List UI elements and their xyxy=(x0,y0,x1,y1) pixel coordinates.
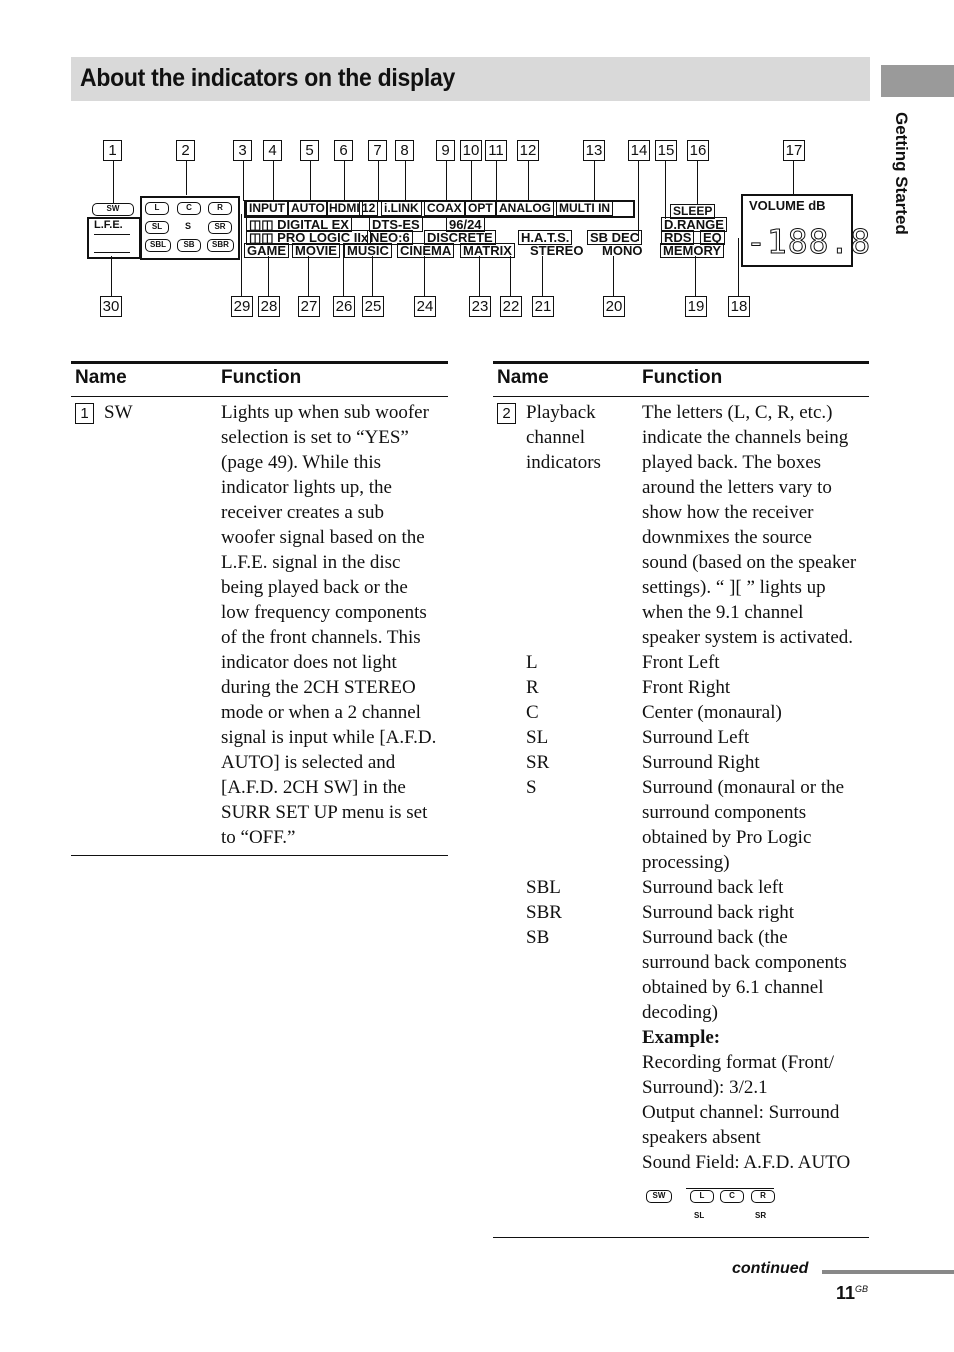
function-line: Lights up when sub woofer xyxy=(221,402,429,423)
callout-18: 18 xyxy=(728,296,750,317)
name-line: channel xyxy=(526,427,586,448)
continued-bar xyxy=(822,1270,954,1274)
example-line: Recording format (Front/ xyxy=(642,1052,835,1073)
callout-28: 28 xyxy=(258,296,280,317)
opt-indicator: OPT xyxy=(465,201,496,216)
callout-21: 21 xyxy=(532,296,554,317)
lfe-label: L.F.E. xyxy=(94,219,123,231)
callout-15: 15 xyxy=(655,140,677,161)
lfe-bars xyxy=(94,234,130,253)
function-line: [A.F.D. 2CH SW] in the xyxy=(221,777,406,798)
page-title: About the indicators on the display xyxy=(80,64,455,92)
function-line: indicator lights up, the xyxy=(221,477,392,498)
channel-function xyxy=(642,900,872,925)
row-name xyxy=(526,400,601,475)
function-line: during the 2CH STEREO xyxy=(221,677,416,698)
function-line: Surround back (the xyxy=(642,927,788,948)
callout-10: 10 xyxy=(460,140,482,161)
table-header-name: Name xyxy=(75,367,127,388)
leader-line xyxy=(243,161,244,201)
channel-function xyxy=(642,775,872,875)
sleep-indicator: SLEEP xyxy=(670,204,715,219)
table-header-name: Name xyxy=(497,367,549,388)
leader-line xyxy=(424,256,425,296)
row-name: SW xyxy=(104,402,133,423)
function-line: mode or when a 2 channel xyxy=(221,702,421,723)
channel-name: SL xyxy=(526,727,549,748)
channel-function xyxy=(642,875,872,900)
function-line: settings). “ ][ ” lights up xyxy=(642,577,826,598)
function-line: Surround (monaural or the xyxy=(642,777,845,798)
channel-sbl: SBL xyxy=(145,239,171,252)
example-sw-icon: SW xyxy=(646,1190,672,1203)
rds-indicator: RDS xyxy=(661,230,694,245)
mono-indicator: MONO xyxy=(602,243,643,258)
page-number-value: 11 xyxy=(836,1283,856,1303)
callout-17: 17 xyxy=(783,140,805,161)
callout-29: 29 xyxy=(231,296,253,317)
example-r-icon: R xyxy=(751,1190,775,1203)
leader-line xyxy=(186,161,187,195)
callout-2: 2 xyxy=(176,140,195,161)
d-range-indicator: D.RANGE xyxy=(661,217,727,232)
function-line: selection is set to “YES” xyxy=(221,427,409,448)
function-line: obtained by 6.1 channel xyxy=(642,977,824,998)
channel-function xyxy=(642,925,872,1025)
side-section-label: Getting Started xyxy=(892,112,911,235)
example-line: Sound Field: A.F.D. AUTO xyxy=(642,1152,851,1173)
leader-line xyxy=(268,256,269,296)
function-line: sound (based on the speaker xyxy=(642,552,857,573)
function-line: Front Right xyxy=(642,677,731,698)
function-line: to “OFF.” xyxy=(221,827,296,848)
page-suffix: GB xyxy=(855,1284,869,1294)
callout-1: 1 xyxy=(103,140,122,161)
function-line: SURR SET UP menu is set xyxy=(221,802,428,823)
sw-indicator: SW xyxy=(92,203,134,216)
function-line: surround back components xyxy=(642,952,847,973)
callout-11: 11 xyxy=(485,140,507,161)
leader-line xyxy=(594,161,595,201)
row-number: 2 xyxy=(497,403,516,424)
leader-line xyxy=(471,161,472,201)
table-header-rule xyxy=(71,396,448,397)
volume-label: VOLUME dB xyxy=(749,198,826,213)
analog-indicator: ANALOG xyxy=(496,201,554,216)
function-line: decoding) xyxy=(642,1002,718,1023)
leader-line xyxy=(241,214,242,296)
movie-indicator: MOVIE xyxy=(292,243,340,258)
matrix-indicator: MATRIX xyxy=(460,243,515,258)
memory-indicator: MEMORY xyxy=(660,243,724,258)
channel-name: R xyxy=(526,677,539,698)
example-c-icon: C xyxy=(720,1190,744,1203)
channel-sr: SR xyxy=(208,221,232,234)
function-line: of the front channels. This xyxy=(221,627,421,648)
leader-line xyxy=(542,256,543,296)
leader-line xyxy=(496,161,497,201)
hdmi-12-indicator: 12 xyxy=(359,201,378,216)
hats-indicator: H.A.T.S. xyxy=(518,230,572,245)
page-number xyxy=(836,1283,868,1304)
96-24-indicator: 96/24 xyxy=(446,217,485,232)
leader-line xyxy=(308,256,309,296)
callout-6: 6 xyxy=(334,140,353,161)
callout-24: 24 xyxy=(414,296,436,317)
leader-line xyxy=(695,256,696,296)
table-header-function: Function xyxy=(642,367,723,388)
leader-line xyxy=(372,256,373,296)
table-top-rule xyxy=(493,361,869,364)
leader-line xyxy=(310,161,311,201)
channel-function xyxy=(642,675,872,700)
callout-13: 13 xyxy=(583,140,605,161)
callout-16: 16 xyxy=(687,140,709,161)
name-line: indicators xyxy=(526,452,601,473)
table-top-rule xyxy=(71,361,448,364)
channel-sb: SB xyxy=(177,239,201,252)
pro-logic-indicator: ◫◫ PRO LOGIC IIx xyxy=(246,230,371,245)
leader-line xyxy=(528,161,529,201)
function-line: indicator does not light xyxy=(221,652,397,673)
callout-19: 19 xyxy=(685,296,707,317)
channel-r: R xyxy=(208,202,232,215)
row-number: 1 xyxy=(75,403,94,424)
callout-14: 14 xyxy=(628,140,650,161)
example-line: Output channel: Surround xyxy=(642,1102,840,1123)
leader-line xyxy=(378,161,379,201)
leader-line xyxy=(446,161,447,201)
cinema-indicator: CINEMA xyxy=(397,243,454,258)
function-line: surround components xyxy=(642,802,807,823)
callout-4: 4 xyxy=(263,140,282,161)
channel-sbr: SBR xyxy=(207,239,234,252)
leader-line xyxy=(510,256,511,296)
callout-12: 12 xyxy=(517,140,539,161)
function-line: Surround back right xyxy=(642,902,794,923)
channel-function xyxy=(642,650,872,675)
function-line: indicate the channels being xyxy=(642,427,849,448)
function-line: obtained by Pro Logic xyxy=(642,827,812,848)
leader-line xyxy=(613,256,614,296)
music-indicator: MUSIC xyxy=(344,243,392,258)
leader-line xyxy=(793,161,794,195)
leader-line xyxy=(479,256,480,296)
dts-es-indicator: DTS-ES xyxy=(369,217,423,232)
function-line: AUTO] is selected and xyxy=(221,752,396,773)
leader-line xyxy=(665,161,666,219)
example-sr-label: SR xyxy=(755,1211,767,1220)
game-indicator: GAME xyxy=(244,243,289,258)
function-line: signal is input while [A.F.D. xyxy=(221,727,437,748)
sb-dec-indicator: SB DEC xyxy=(587,230,642,245)
example-l-icon: L xyxy=(690,1190,714,1203)
hdmi-indicator: HDMI xyxy=(326,201,363,216)
leader-line xyxy=(738,238,739,296)
callout-9: 9 xyxy=(436,140,455,161)
name-line: Playback xyxy=(526,402,596,423)
function-line: played back. The boxes xyxy=(642,452,822,473)
channel-name: L xyxy=(526,652,538,673)
auto-indicator: AUTO xyxy=(288,201,328,216)
example-line: Surround): 3/2.1 xyxy=(642,1077,768,1098)
coax-indicator: COAX xyxy=(424,201,465,216)
function-line: Front Left xyxy=(642,652,720,673)
callout-3: 3 xyxy=(233,140,252,161)
leader-line xyxy=(638,161,639,241)
function-line: Surround Right xyxy=(642,752,760,773)
multi-in-indicator: MULTI IN xyxy=(556,201,613,216)
channel-l: L xyxy=(145,202,169,215)
leader-line xyxy=(697,161,698,205)
function-line: show how the receiver xyxy=(642,502,814,523)
function-line: L.F.E. signal in the disc xyxy=(221,552,401,573)
callout-25: 25 xyxy=(362,296,384,317)
callout-22: 22 xyxy=(500,296,522,317)
ilink-indicator: i.LINK xyxy=(381,201,422,216)
function-line: speaker system is activated. xyxy=(642,627,854,648)
table-header-rule xyxy=(493,396,869,397)
table-header-function: Function xyxy=(221,367,302,388)
eq-indicator: EQ xyxy=(700,230,725,245)
function-line: (page 49). While this xyxy=(221,452,382,473)
example-sl-label: SL xyxy=(694,1211,705,1220)
leader-line xyxy=(111,256,112,296)
function-line: around the letters vary to xyxy=(642,477,832,498)
function-line: downmixes the source xyxy=(642,527,812,548)
channel-name: SBR xyxy=(526,902,562,923)
callout-26: 26 xyxy=(333,296,355,317)
example-line: speakers absent xyxy=(642,1127,761,1148)
channel-name: C xyxy=(526,702,539,723)
section-tab-marker xyxy=(881,65,954,97)
row-function xyxy=(642,400,872,650)
callout-30: 30 xyxy=(100,296,122,317)
digital-ex-indicator: ◫◫ DIGITAL EX xyxy=(246,217,352,232)
callout-27: 27 xyxy=(298,296,320,317)
example-label: Example: xyxy=(642,1027,721,1048)
channel-function xyxy=(642,750,872,775)
callout-5: 5 xyxy=(300,140,319,161)
function-line: The letters (L, C, R, etc.) xyxy=(642,402,833,423)
function-line: processing) xyxy=(642,852,730,873)
leader-line xyxy=(344,161,345,201)
leader-line xyxy=(113,161,114,203)
callout-7: 7 xyxy=(368,140,387,161)
channel-function xyxy=(642,700,872,725)
function-line: Center (monaural) xyxy=(642,702,782,723)
stereo-indicator: STEREO xyxy=(530,243,584,258)
function-line: Surround back left xyxy=(642,877,784,898)
table-bottom-rule xyxy=(493,1237,869,1238)
channel-name: S xyxy=(526,777,537,798)
channel-name: SB xyxy=(526,927,550,948)
channel-s: S xyxy=(185,221,192,231)
channel-function xyxy=(642,725,872,750)
table-bottom-rule xyxy=(71,855,448,856)
function-line: low frequency components xyxy=(221,602,427,623)
row-function xyxy=(221,400,451,850)
channel-c: C xyxy=(177,202,201,215)
function-line: Surround Left xyxy=(642,727,750,748)
leader-line xyxy=(405,161,406,201)
callout-8: 8 xyxy=(395,140,414,161)
volume-digits: -188.8 xyxy=(746,222,872,261)
function-line: when the 9.1 channel xyxy=(642,602,804,623)
callout-20: 20 xyxy=(603,296,625,317)
callout-23: 23 xyxy=(469,296,491,317)
neo6-indicator: NEO:6 xyxy=(367,230,413,245)
function-line: being played back or the xyxy=(221,577,408,598)
channel-sl: SL xyxy=(145,221,169,234)
channel-name: SR xyxy=(526,752,550,773)
discrete-indicator: DISCRETE xyxy=(424,230,496,245)
function-line: receiver creates a sub xyxy=(221,502,384,523)
continued-label: continued xyxy=(732,1260,809,1277)
function-line: woofer signal based on the xyxy=(221,527,425,548)
example-text xyxy=(642,1050,872,1175)
channel-name: SBL xyxy=(526,877,561,898)
leader-line xyxy=(273,161,274,201)
input-indicator: INPUT xyxy=(246,201,288,216)
